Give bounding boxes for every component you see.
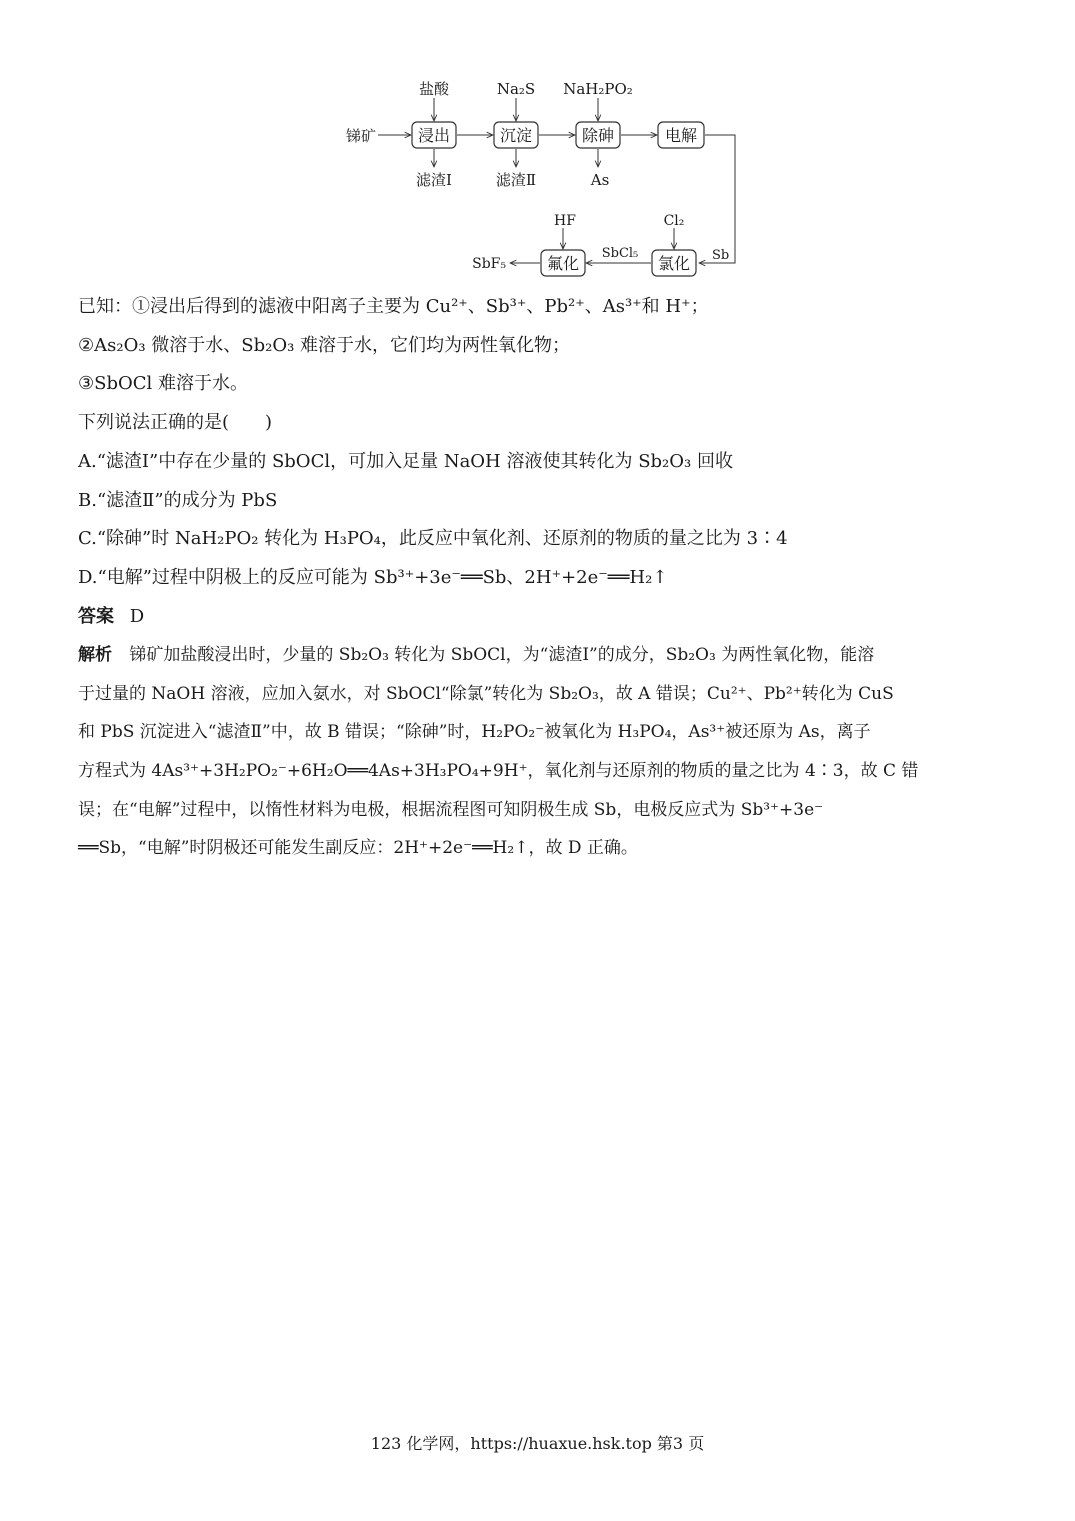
reagent-hcl: 盐酸: [418, 80, 450, 98]
output-as: As: [590, 171, 610, 189]
step-label-precipitate: 沉淀: [499, 126, 533, 145]
step-label-chlorination: 氯化: [657, 254, 691, 273]
reagent-hf: HF: [554, 213, 576, 229]
output-residue2: 滤渣Ⅱ: [495, 171, 537, 189]
explanation-line-1: [78, 644, 874, 666]
question-stem: 下列说法正确的是( ): [78, 412, 273, 433]
explanation-line-6: ══Sb，“电解”时阴极还可能发生副反应：2H⁺+2e⁻══H₂↑，故 D 正确。: [78, 838, 638, 858]
label-sb: Sb: [712, 248, 730, 263]
output-residue1: 滤渣Ⅰ: [416, 171, 452, 189]
step-label-electrolysis: 电解: [664, 126, 698, 145]
process-flowchart: [330, 70, 760, 285]
explanation-text-1: 锑矿加盐酸浸出时，少量的 Sb₂O₃ 转化为 SbOCl，为“滤渣Ⅰ”的成分，Sb₂O₃ 为两性氧化物，能溶: [129, 645, 875, 665]
step-label-arsenic-removal: 除砷: [581, 126, 615, 145]
explanation-label: 解析: [78, 645, 112, 665]
answer-value: D: [129, 606, 145, 627]
explanation-line-4: 方程式为 4As³⁺+3H₂PO₂⁻+6H₂O══4As+3H₃PO₄+9H⁺，氧化剂与还原剂的物质的量之比为 4∶3，故 C 错: [78, 761, 919, 781]
page-footer: 123 化学网，https://huaxue.hsk.top 第3 页: [370, 1434, 705, 1453]
label-sbcl5: SbCl₅: [601, 246, 639, 261]
connector-electrolysis-to-chlorination: [699, 135, 735, 263]
option-a: A.“滤渣Ⅰ”中存在少量的 SbOCl，可加入足量 NaOH 溶液使其转化为 Sb₂O₃ 回收: [78, 451, 733, 472]
answer-label: 答案: [78, 606, 114, 627]
known-condition-3: ③SbOCl 难溶于水。: [78, 373, 248, 394]
step-label-leach: 浸出: [417, 126, 451, 145]
step-label-fluorination: 氟化: [546, 254, 580, 273]
explanation-line-3: 和 PbS 沉淀进入“滤渣Ⅱ”中，故 B 错误；“除砷”时，H₂PO₂⁻被氧化为 H₃PO₄，As³⁺被还原为 As，离子: [78, 722, 871, 742]
known-condition-1: 已知：①浸出后得到的滤液中阳离子主要为 Cu²⁺、Sb³⁺、Pb²⁺、As³⁺和 H⁺；: [78, 296, 709, 317]
known-condition-2: ②As₂O₃ 微溶于水、Sb₂O₃ 难溶于水，它们均为两性氧化物；: [78, 335, 571, 356]
answer-line: [78, 606, 144, 628]
reagent-nah2po2: NaH₂PO₂: [563, 80, 633, 98]
option-c: C.“除砷”时 NaH₂PO₂ 转化为 H₃PO₄，此反应中氧化剂、还原剂的物质的量之比为 3∶4: [78, 528, 788, 549]
product-sbf5: SbF₅: [472, 256, 506, 272]
reagent-na2s: Na₂S: [496, 80, 536, 98]
reagent-cl2: Cl₂: [663, 213, 685, 229]
label-ore: 锑矿: [345, 127, 376, 145]
explanation-line-2: 于过量的 NaOH 溶液，应加入氨水，对 SbOCl“除氯”转化为 Sb₂O₃，故 A 错误；Cu²⁺、Pb²⁺转化为 CuS: [78, 684, 894, 704]
explanation-line-5: 误；在“电解”过程中，以惰性材料为电极，根据流程图可知阴极生成 Sb，电极反应式为 Sb³⁺+3e⁻: [78, 800, 824, 820]
option-d: D.“电解”过程中阴极上的反应可能为 Sb³⁺+3e⁻══Sb、2H⁺+2e⁻══H₂↑: [78, 567, 668, 588]
option-b: B.“滤渣Ⅱ”的成分为 PbS: [78, 490, 278, 511]
